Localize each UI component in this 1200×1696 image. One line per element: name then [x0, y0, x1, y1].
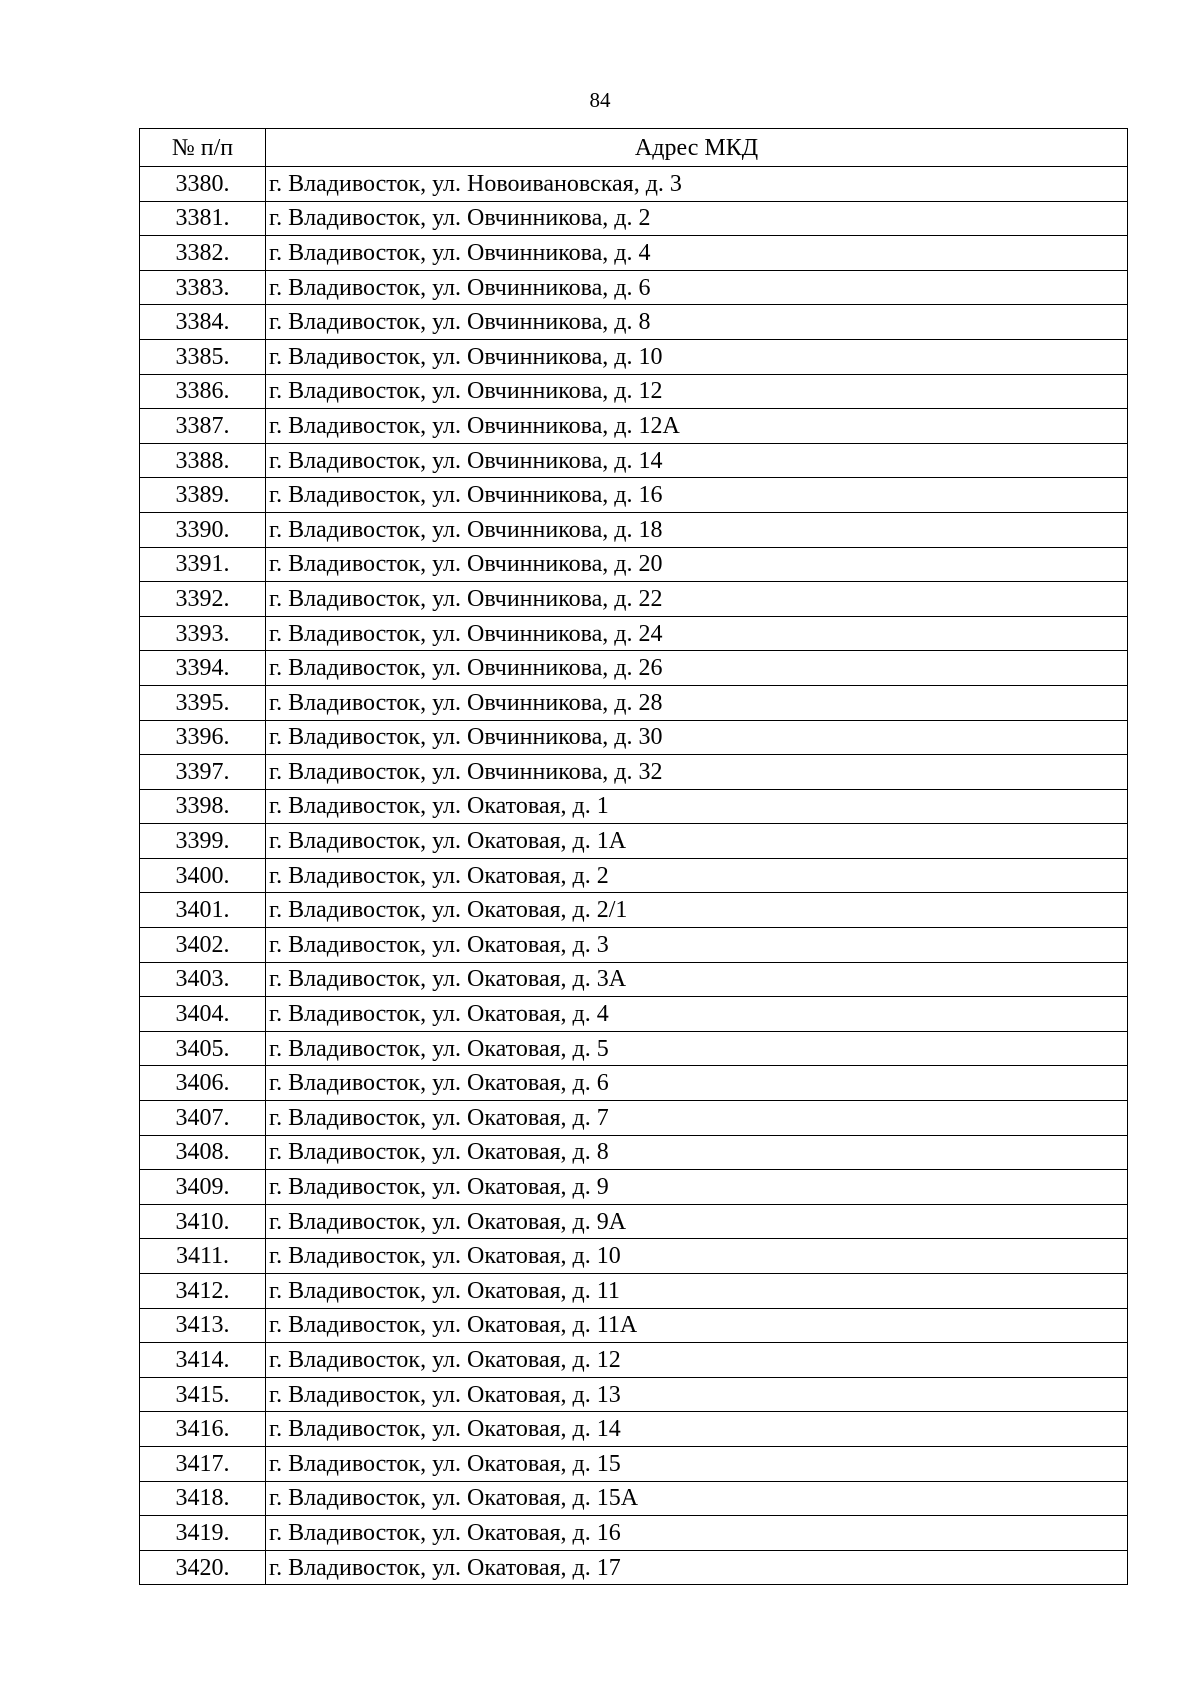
- table-row: [140, 858, 1128, 893]
- address-cell: г. Владивосток, ул. Окатовая, д. 15А: [266, 1481, 1128, 1516]
- row-number-cell: 3380.: [140, 167, 266, 202]
- table-row: [140, 167, 1128, 202]
- table-row: [140, 1274, 1128, 1309]
- address-cell: г. Владивосток, ул. Овчинникова, д. 6: [266, 270, 1128, 305]
- table-row: [140, 1550, 1128, 1585]
- table-row: [140, 270, 1128, 305]
- row-number-cell: 3416.: [140, 1412, 266, 1447]
- column-header-number: № п/п: [140, 129, 266, 167]
- table-row: [140, 478, 1128, 513]
- table-row: [140, 305, 1128, 340]
- table-row: [140, 720, 1128, 755]
- table-row: [140, 651, 1128, 686]
- row-number-cell: 3403.: [140, 962, 266, 997]
- row-number-cell: 3410.: [140, 1204, 266, 1239]
- address-cell: г. Владивосток, ул. Окатовая, д. 11: [266, 1274, 1128, 1309]
- address-cell: г. Владивосток, ул. Окатовая, д. 7: [266, 1101, 1128, 1136]
- row-number-cell: 3417.: [140, 1446, 266, 1481]
- row-number-cell: 3397.: [140, 755, 266, 790]
- row-number-cell: 3404.: [140, 997, 266, 1032]
- table-row: [140, 339, 1128, 374]
- table-body: [140, 167, 1128, 1585]
- row-number-cell: 3393.: [140, 616, 266, 651]
- table-row: [140, 1101, 1128, 1136]
- address-cell: г. Владивосток, ул. Овчинникова, д. 8: [266, 305, 1128, 340]
- address-cell: г. Владивосток, ул. Окатовая, д. 1А: [266, 824, 1128, 859]
- row-number-cell: 3391.: [140, 547, 266, 582]
- address-cell: г. Владивосток, ул. Овчинникова, д. 16: [266, 478, 1128, 513]
- table-row: [140, 755, 1128, 790]
- table-row: [140, 1446, 1128, 1481]
- address-cell: г. Владивосток, ул. Окатовая, д. 11А: [266, 1308, 1128, 1343]
- table-row: [140, 1516, 1128, 1551]
- address-cell: г. Владивосток, ул. Овчинникова, д. 18: [266, 512, 1128, 547]
- address-cell: г. Владивосток, ул. Овчинникова, д. 20: [266, 547, 1128, 582]
- address-cell: г. Владивосток, ул. Окатовая, д. 3: [266, 928, 1128, 963]
- row-number-cell: 3406.: [140, 1066, 266, 1101]
- row-number-cell: 3381.: [140, 201, 266, 236]
- address-cell: г. Владивосток, ул. Овчинникова, д. 10: [266, 339, 1128, 374]
- table-row: [140, 1343, 1128, 1378]
- address-cell: г. Владивосток, ул. Окатовая, д. 16: [266, 1516, 1128, 1551]
- address-cell: г. Владивосток, ул. Окатовая, д. 3А: [266, 962, 1128, 997]
- row-number-cell: 3394.: [140, 651, 266, 686]
- table-row: [140, 1308, 1128, 1343]
- address-cell: г. Владивосток, ул. Окатовая, д. 1: [266, 789, 1128, 824]
- address-cell: г. Владивосток, ул. Овчинникова, д. 26: [266, 651, 1128, 686]
- table-row: [140, 236, 1128, 271]
- page-number: 84: [589, 88, 611, 112]
- address-cell: г. Владивосток, ул. Овчинникова, д. 12: [266, 374, 1128, 409]
- address-cell: г. Владивосток, ул. Овчинникова, д. 32: [266, 755, 1128, 790]
- row-number-cell: 3400.: [140, 858, 266, 893]
- row-number-cell: 3396.: [140, 720, 266, 755]
- address-cell: г. Владивосток, ул. Окатовая, д. 9: [266, 1170, 1128, 1205]
- row-number-cell: 3418.: [140, 1481, 266, 1516]
- table-row: [140, 893, 1128, 928]
- row-number-cell: 3411.: [140, 1239, 266, 1274]
- table-row: [140, 409, 1128, 444]
- address-cell: г. Владивосток, ул. Окатовая, д. 4: [266, 997, 1128, 1032]
- table-row: [140, 1066, 1128, 1101]
- address-cell: г. Владивосток, ул. Окатовая, д. 6: [266, 1066, 1128, 1101]
- table-row: [140, 512, 1128, 547]
- header-row: [140, 129, 1128, 167]
- address-cell: г. Владивосток, ул. Овчинникова, д. 22: [266, 582, 1128, 617]
- address-cell: г. Владивосток, ул. Овчинникова, д. 4: [266, 236, 1128, 271]
- address-cell: г. Владивосток, ул. Овчинникова, д. 30: [266, 720, 1128, 755]
- row-number-cell: 3413.: [140, 1308, 266, 1343]
- table-row: [140, 443, 1128, 478]
- row-number-cell: 3407.: [140, 1101, 266, 1136]
- row-number-cell: 3392.: [140, 582, 266, 617]
- row-number-cell: 3414.: [140, 1343, 266, 1378]
- address-cell: г. Владивосток, ул. Окатовая, д. 9А: [266, 1204, 1128, 1239]
- table-row: [140, 824, 1128, 859]
- row-number-cell: 3409.: [140, 1170, 266, 1205]
- table-row: [140, 374, 1128, 409]
- row-number-cell: 3415.: [140, 1377, 266, 1412]
- row-number-cell: 3399.: [140, 824, 266, 859]
- table-row: [140, 997, 1128, 1032]
- table-header: [140, 129, 1128, 167]
- address-cell: г. Владивосток, ул. Овчинникова, д. 12А: [266, 409, 1128, 444]
- row-number-cell: 3402.: [140, 928, 266, 963]
- column-header-address: Адрес МКД: [266, 129, 1128, 167]
- table-row: [140, 582, 1128, 617]
- row-number-cell: 3385.: [140, 339, 266, 374]
- table-row: [140, 547, 1128, 582]
- address-cell: г. Владивосток, ул. Овчинникова, д. 28: [266, 685, 1128, 720]
- row-number-cell: 3386.: [140, 374, 266, 409]
- row-number-cell: 3395.: [140, 685, 266, 720]
- address-cell: г. Владивосток, ул. Овчинникова, д. 24: [266, 616, 1128, 651]
- row-number-cell: 3401.: [140, 893, 266, 928]
- address-cell: г. Владивосток, ул. Окатовая, д. 8: [266, 1135, 1128, 1170]
- table-row: [140, 1170, 1128, 1205]
- row-number-cell: 3388.: [140, 443, 266, 478]
- row-number-cell: 3382.: [140, 236, 266, 271]
- address-cell: г. Владивосток, ул. Окатовая, д. 2/1: [266, 893, 1128, 928]
- row-number-cell: 3408.: [140, 1135, 266, 1170]
- row-number-cell: 3384.: [140, 305, 266, 340]
- row-number-cell: 3383.: [140, 270, 266, 305]
- table-row: [140, 201, 1128, 236]
- row-number-cell: 3390.: [140, 512, 266, 547]
- row-number-cell: 3405.: [140, 1031, 266, 1066]
- table-row: [140, 1412, 1128, 1447]
- row-number-cell: 3398.: [140, 789, 266, 824]
- address-cell: г. Владивосток, ул. Новоивановская, д. 3: [266, 167, 1128, 202]
- address-cell: г. Владивосток, ул. Окатовая, д. 2: [266, 858, 1128, 893]
- address-cell: г. Владивосток, ул. Окатовая, д. 5: [266, 1031, 1128, 1066]
- address-cell: г. Владивосток, ул. Окатовая, д. 10: [266, 1239, 1128, 1274]
- table-row: [140, 1239, 1128, 1274]
- address-cell: г. Владивосток, ул. Окатовая, д. 13: [266, 1377, 1128, 1412]
- table-row: [140, 1377, 1128, 1412]
- address-table: [139, 128, 1128, 1585]
- row-number-cell: 3420.: [140, 1550, 266, 1585]
- table-row: [140, 928, 1128, 963]
- table-row: [140, 685, 1128, 720]
- address-cell: г. Владивосток, ул. Овчинникова, д. 14: [266, 443, 1128, 478]
- row-number-cell: 3419.: [140, 1516, 266, 1551]
- row-number-cell: 3412.: [140, 1274, 266, 1309]
- row-number-cell: 3389.: [140, 478, 266, 513]
- address-cell: г. Владивосток, ул. Овчинникова, д. 2: [266, 201, 1128, 236]
- address-cell: г. Владивосток, ул. Окатовая, д. 14: [266, 1412, 1128, 1447]
- address-cell: г. Владивосток, ул. Окатовая, д. 17: [266, 1550, 1128, 1585]
- row-number-cell: 3387.: [140, 409, 266, 444]
- table-row: [140, 616, 1128, 651]
- address-cell: г. Владивосток, ул. Окатовая, д. 15: [266, 1446, 1128, 1481]
- table-row: [140, 1204, 1128, 1239]
- table-row: [140, 789, 1128, 824]
- table-row: [140, 962, 1128, 997]
- table-row: [140, 1031, 1128, 1066]
- address-cell: г. Владивосток, ул. Окатовая, д. 12: [266, 1343, 1128, 1378]
- table-row: [140, 1481, 1128, 1516]
- table-row: [140, 1135, 1128, 1170]
